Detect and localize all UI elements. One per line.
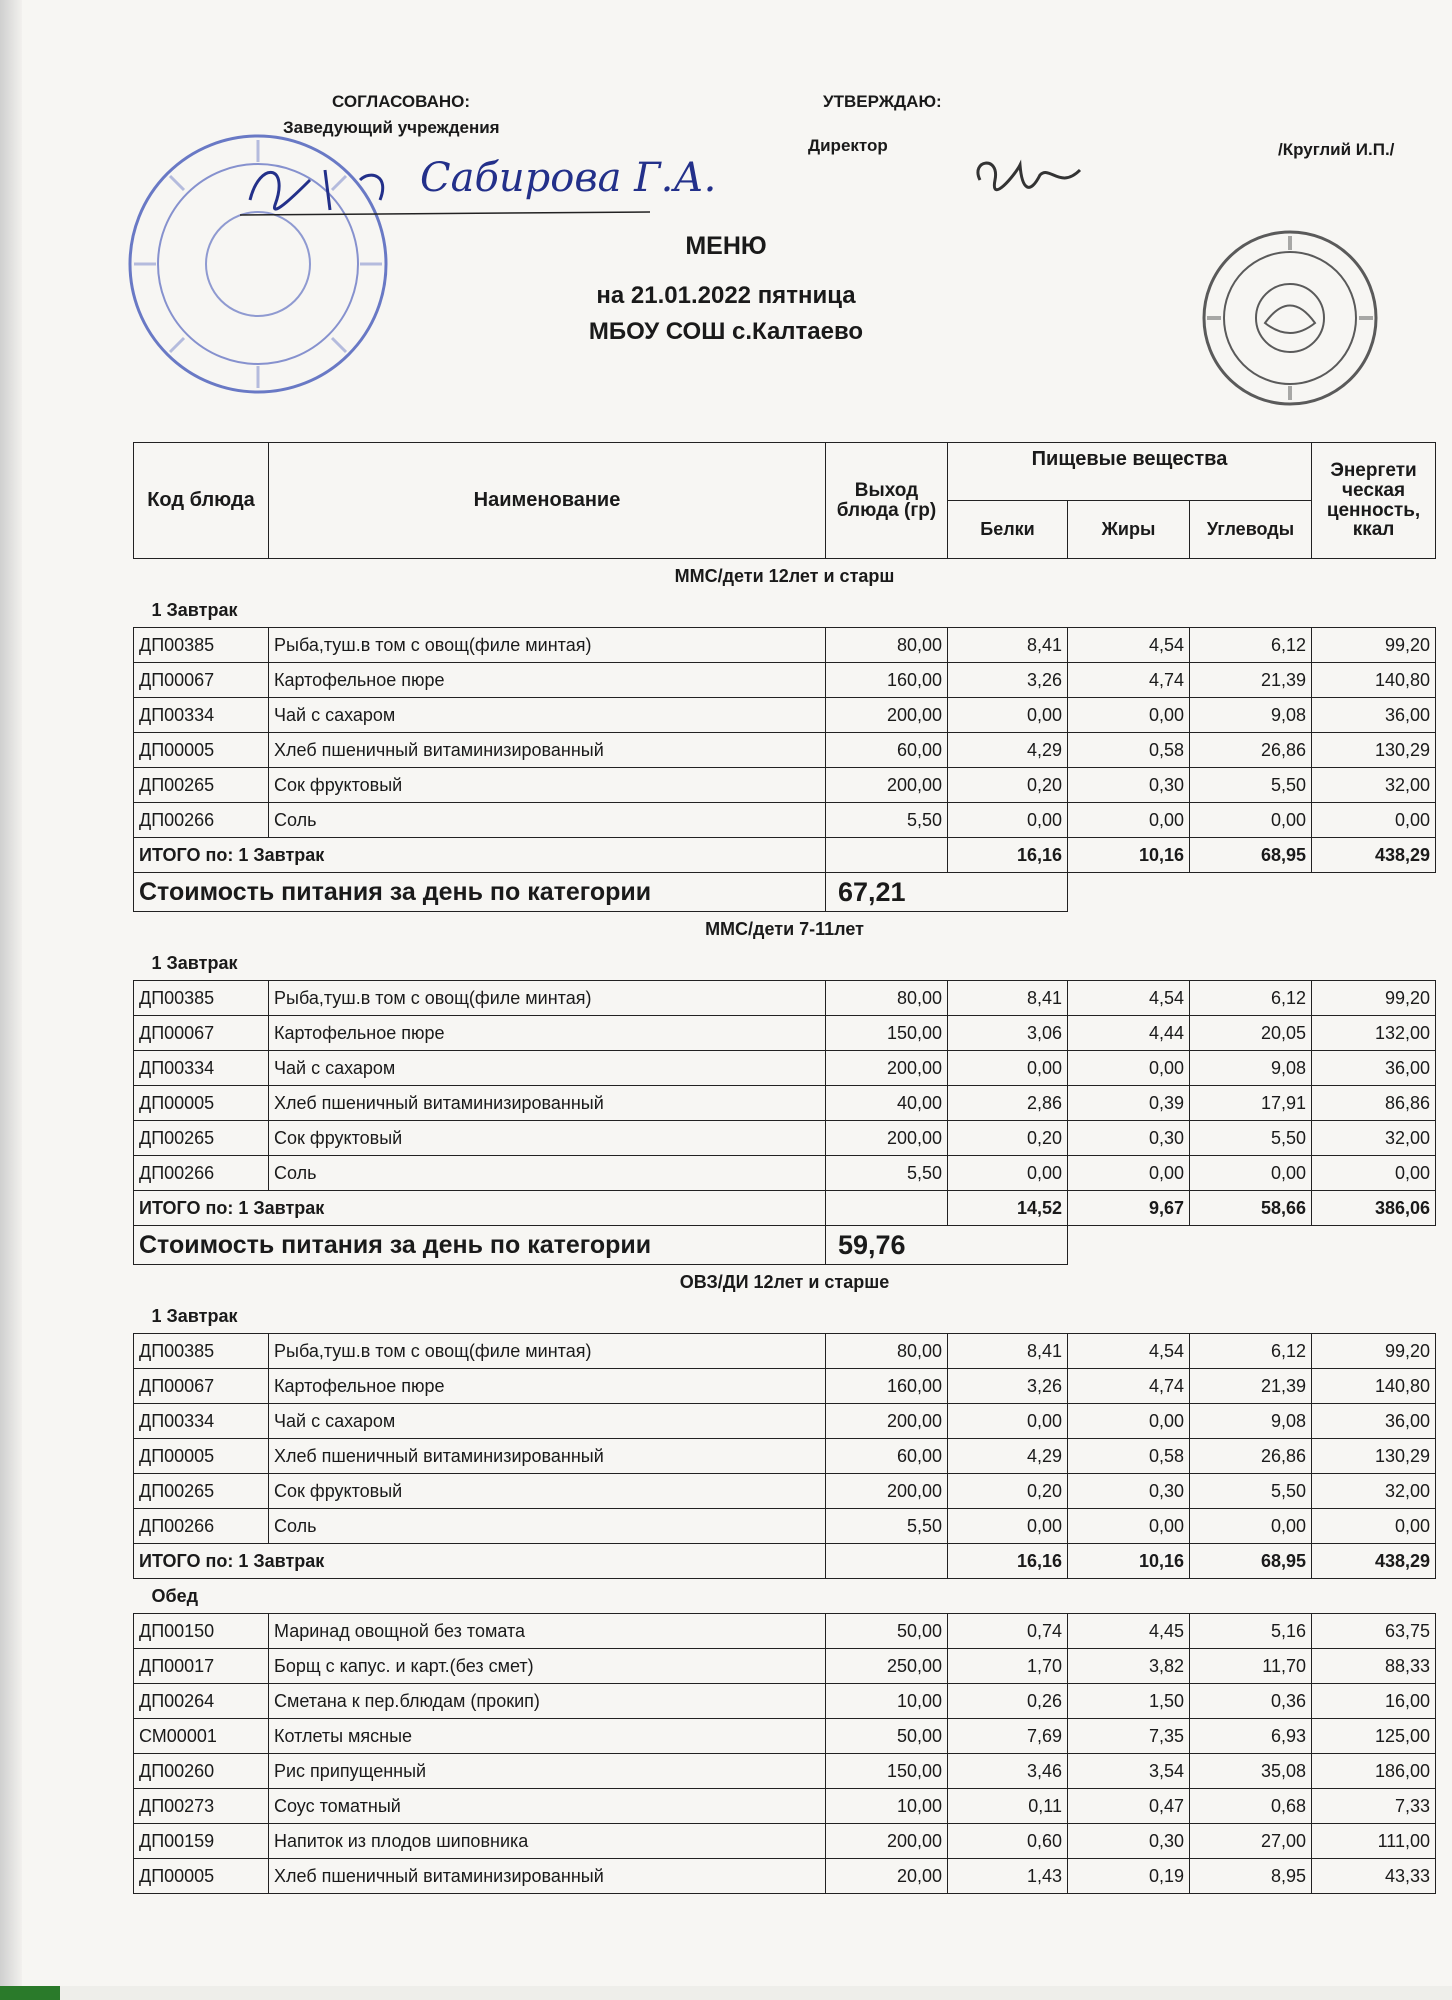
- table-cell: 3,26: [948, 663, 1068, 698]
- table-cell: 86,86: [1312, 1086, 1436, 1121]
- table-cell: 0,00: [1190, 1509, 1312, 1544]
- meal-title-text: 1 Завтрак: [151, 1305, 238, 1326]
- table-cell: 16,00: [1312, 1684, 1436, 1719]
- meal-title: [134, 593, 1436, 628]
- table-cell: 150,00: [826, 1016, 948, 1051]
- table-cell: 9,08: [1190, 1051, 1312, 1086]
- section-title-text: ММС/дети 7-11лет: [705, 918, 864, 939]
- table-cell: 88,33: [1312, 1649, 1436, 1684]
- table-row: [134, 1334, 1436, 1369]
- table-cell: 4,74: [1068, 663, 1190, 698]
- table-cell: Рыба,туш.в том с овощ(филе минтая): [269, 981, 826, 1016]
- total-cell: 10,16: [1068, 1544, 1190, 1579]
- table-cell: 0,00: [1068, 1509, 1190, 1544]
- table-cell: 200,00: [826, 1474, 948, 1509]
- table-cell: ДП00385: [134, 981, 269, 1016]
- meal-title: [134, 1299, 1436, 1334]
- table-cell: 130,29: [1312, 1439, 1436, 1474]
- table-cell: ДП00265: [134, 768, 269, 803]
- table-cell: 5,50: [826, 1156, 948, 1191]
- table-cell: 160,00: [826, 663, 948, 698]
- table-row: [134, 1439, 1436, 1474]
- table-cell: 0,00: [1190, 803, 1312, 838]
- meal-title: [134, 946, 1436, 981]
- table-cell: ДП00067: [134, 663, 269, 698]
- table-cell: 0,00: [948, 698, 1068, 733]
- table-row: [134, 733, 1436, 768]
- table-cell: 0,00: [1068, 1051, 1190, 1086]
- table-cell: 9,08: [1190, 698, 1312, 733]
- table-cell: 200,00: [826, 768, 948, 803]
- director-name: /Круглий И.П./: [1278, 140, 1395, 159]
- total-cell: 386,06: [1312, 1191, 1436, 1226]
- table-cell: 0,58: [1068, 1439, 1190, 1474]
- total-label: ИТОГО по: 1 Завтрак: [134, 1191, 826, 1226]
- table-cell: ДП00385: [134, 1334, 269, 1369]
- table-cell: Маринад овощной без томата: [269, 1614, 826, 1649]
- table-cell: 0,00: [1068, 803, 1190, 838]
- total-cell: [826, 1191, 948, 1226]
- table-cell: 0,39: [1068, 1086, 1190, 1121]
- meal-title-text: 1 Завтрак: [151, 952, 238, 973]
- table-row: [134, 1051, 1436, 1086]
- table-cell: 20,05: [1190, 1016, 1312, 1051]
- table-cell: 0,00: [948, 1156, 1068, 1191]
- table-cell: 11,70: [1190, 1649, 1312, 1684]
- col-yield: Выход блюда (гр): [826, 443, 948, 559]
- table-row: [134, 1614, 1436, 1649]
- table-cell: 0,30: [1068, 1824, 1190, 1859]
- table-cell: Хлеб пшеничный витаминизированный: [269, 1086, 826, 1121]
- table-cell: 0,11: [948, 1789, 1068, 1824]
- table-cell: 0,00: [948, 803, 1068, 838]
- col-fat: Жиры: [1068, 501, 1190, 559]
- table-row: [134, 768, 1436, 803]
- table-cell: 63,75: [1312, 1614, 1436, 1649]
- meal-title-text: Обед: [151, 1585, 199, 1606]
- table-cell: 32,00: [1312, 1121, 1436, 1156]
- table-cell: 1,43: [948, 1859, 1068, 1894]
- table-cell: ДП00005: [134, 1859, 269, 1894]
- total-cell: 14,52: [948, 1191, 1068, 1226]
- table-cell: 50,00: [826, 1719, 948, 1754]
- table-cell: 0,00: [948, 1404, 1068, 1439]
- table-cell: 0,00: [1068, 698, 1190, 733]
- table-cell: 5,50: [826, 803, 948, 838]
- table-cell: СМ00001: [134, 1719, 269, 1754]
- table-cell: ДП00067: [134, 1016, 269, 1051]
- table-cell: 0,30: [1068, 1474, 1190, 1509]
- table-cell: ДП00017: [134, 1649, 269, 1684]
- table-row: [134, 1016, 1436, 1051]
- table-cell: 4,74: [1068, 1369, 1190, 1404]
- table-cell: 130,29: [1312, 733, 1436, 768]
- section-title: [134, 912, 1436, 947]
- table-cell: 5,16: [1190, 1614, 1312, 1649]
- table-cell: 21,39: [1190, 1369, 1312, 1404]
- table-cell: 0,00: [1312, 1509, 1436, 1544]
- table-cell: 5,50: [1190, 1121, 1312, 1156]
- table-cell: 6,12: [1190, 981, 1312, 1016]
- table-cell: ДП00266: [134, 1156, 269, 1191]
- col-nutrients: Пищевые вещества: [948, 443, 1312, 501]
- meal-title: [134, 1579, 1436, 1614]
- table-row: [134, 628, 1436, 663]
- table-cell: 0,19: [1068, 1859, 1190, 1894]
- signature-director-icon: [960, 150, 1100, 220]
- table-cell: 35,08: [1190, 1754, 1312, 1789]
- table-cell: 0,47: [1068, 1789, 1190, 1824]
- table-cell: 0,26: [948, 1684, 1068, 1719]
- table-cell: 36,00: [1312, 698, 1436, 733]
- table-cell: 8,41: [948, 1334, 1068, 1369]
- table-cell: 0,36: [1190, 1684, 1312, 1719]
- table-cell: Хлеб пшеничный витаминизированный: [269, 1439, 826, 1474]
- total-row: [134, 838, 1436, 873]
- total-cell: [826, 1544, 948, 1579]
- table-cell: 4,45: [1068, 1614, 1190, 1649]
- table-cell: 160,00: [826, 1369, 948, 1404]
- table-cell: 186,00: [1312, 1754, 1436, 1789]
- table-row: [134, 1156, 1436, 1191]
- table-cell: 0,68: [1190, 1789, 1312, 1824]
- table-cell: ДП00273: [134, 1789, 269, 1824]
- table-cell: 111,00: [1312, 1824, 1436, 1859]
- table-cell: 140,80: [1312, 1369, 1436, 1404]
- table-cell: ДП00334: [134, 698, 269, 733]
- table-cell: 20,00: [826, 1859, 948, 1894]
- table-cell: 0,00: [1068, 1156, 1190, 1191]
- table-cell: 3,54: [1068, 1754, 1190, 1789]
- meal-title-text: 1 Завтрак: [151, 599, 238, 620]
- table-cell: 80,00: [826, 1334, 948, 1369]
- table-cell: ДП00005: [134, 1086, 269, 1121]
- table-row: [134, 1719, 1436, 1754]
- table-cell: 7,35: [1068, 1719, 1190, 1754]
- table-cell: 132,00: [1312, 1016, 1436, 1051]
- table-cell: 43,33: [1312, 1859, 1436, 1894]
- table-cell: Рыба,туш.в том с овощ(филе минтая): [269, 628, 826, 663]
- table-cell: 21,39: [1190, 663, 1312, 698]
- menu-date: на 21.01.2022 пятница: [596, 282, 856, 309]
- table-cell: Рис припущенный: [269, 1754, 826, 1789]
- scan-corner: [0, 1986, 60, 2000]
- cost-blank: [1068, 873, 1436, 912]
- table-cell: 50,00: [826, 1614, 948, 1649]
- table-cell: 0,00: [1068, 1404, 1190, 1439]
- table-cell: Чай с сахаром: [269, 1051, 826, 1086]
- table-cell: 0,20: [948, 1121, 1068, 1156]
- table-cell: 99,20: [1312, 1334, 1436, 1369]
- table-cell: 150,00: [826, 1754, 948, 1789]
- table-cell: 200,00: [826, 1121, 948, 1156]
- table-cell: Соль: [269, 1509, 826, 1544]
- table-cell: 3,06: [948, 1016, 1068, 1051]
- table-cell: 200,00: [826, 1404, 948, 1439]
- table-cell: 4,29: [948, 1439, 1068, 1474]
- table-cell: 6,12: [1190, 1334, 1312, 1369]
- table-cell: ДП00385: [134, 628, 269, 663]
- total-row: [134, 1191, 1436, 1226]
- table-cell: 80,00: [826, 628, 948, 663]
- table-cell: Картофельное пюре: [269, 663, 826, 698]
- table-cell: 36,00: [1312, 1404, 1436, 1439]
- table-cell: 4,54: [1068, 981, 1190, 1016]
- table-cell: 8,41: [948, 981, 1068, 1016]
- table-cell: Напиток из плодов шиповника: [269, 1824, 826, 1859]
- page-title: МЕНЮ: [685, 232, 767, 260]
- table-row: [134, 1509, 1436, 1544]
- table-cell: 0,00: [1312, 803, 1436, 838]
- table-cell: 17,91: [1190, 1086, 1312, 1121]
- table-cell: Картофельное пюре: [269, 1369, 826, 1404]
- table-cell: ДП00334: [134, 1051, 269, 1086]
- table-cell: 10,00: [826, 1684, 948, 1719]
- total-cell: 16,16: [948, 838, 1068, 873]
- total-cell: 438,29: [1312, 838, 1436, 873]
- total-cell: 10,16: [1068, 838, 1190, 873]
- table-cell: 4,44: [1068, 1016, 1190, 1051]
- table-cell: 27,00: [1190, 1824, 1312, 1859]
- total-cell: 16,16: [948, 1544, 1068, 1579]
- table-cell: 3,26: [948, 1369, 1068, 1404]
- director-label: Директор: [808, 136, 888, 155]
- section-title: [134, 559, 1436, 594]
- table-cell: 200,00: [826, 698, 948, 733]
- table-row: [134, 1474, 1436, 1509]
- cost-label: Стоимость питания за день по категории: [134, 1226, 826, 1265]
- menu-table-body: [134, 559, 1436, 1894]
- table-cell: 3,82: [1068, 1649, 1190, 1684]
- table-cell: 60,00: [826, 1439, 948, 1474]
- table-cell: Сок фруктовый: [269, 1121, 826, 1156]
- table-cell: 0,60: [948, 1824, 1068, 1859]
- table-cell: ДП00150: [134, 1614, 269, 1649]
- table-row: [134, 1086, 1436, 1121]
- table-cell: Сок фруктовый: [269, 768, 826, 803]
- table-row: [134, 1121, 1436, 1156]
- table-cell: Борщ с капус. и карт.(без смет): [269, 1649, 826, 1684]
- table-cell: Картофельное пюре: [269, 1016, 826, 1051]
- school-name: МБОУ СОШ с.Калтаево: [588, 318, 864, 345]
- table-cell: 4,54: [1068, 628, 1190, 663]
- table-cell: 80,00: [826, 981, 948, 1016]
- table-cell: ДП00265: [134, 1121, 269, 1156]
- table-cell: ДП00266: [134, 1509, 269, 1544]
- table-cell: 0,58: [1068, 733, 1190, 768]
- table-row: [134, 1824, 1436, 1859]
- table-cell: 140,80: [1312, 663, 1436, 698]
- section-title-text: ММС/дети 12лет и старш: [674, 565, 895, 586]
- table-row: [134, 663, 1436, 698]
- total-cell: 68,95: [1190, 1544, 1312, 1579]
- table-cell: 99,20: [1312, 628, 1436, 663]
- table-cell: 26,86: [1190, 1439, 1312, 1474]
- table-cell: 40,00: [826, 1086, 948, 1121]
- table-row: [134, 981, 1436, 1016]
- cost-value: 59,76: [826, 1226, 1068, 1265]
- table-cell: 0,20: [948, 768, 1068, 803]
- approve-label: УТВЕРЖДАЮ:: [823, 92, 942, 111]
- table-cell: 0,20: [948, 1474, 1068, 1509]
- table-cell: 1,50: [1068, 1684, 1190, 1719]
- total-cell: 58,66: [1190, 1191, 1312, 1226]
- col-name: Наименование: [269, 443, 826, 559]
- agreed-position: Заведующий учреждения: [283, 118, 500, 137]
- table-cell: 8,95: [1190, 1859, 1312, 1894]
- table-cell: 0,30: [1068, 768, 1190, 803]
- table-cell: 7,69: [948, 1719, 1068, 1754]
- agreed-label: СОГЛАСОВАНО:: [332, 92, 471, 111]
- col-protein: Белки: [948, 501, 1068, 559]
- table-cell: 26,86: [1190, 733, 1312, 768]
- table-cell: 32,00: [1312, 1474, 1436, 1509]
- table-cell: 5,50: [1190, 768, 1312, 803]
- table-cell: 4,29: [948, 733, 1068, 768]
- table-cell: 1,70: [948, 1649, 1068, 1684]
- section-title-text: ОВЗ/ДИ 12лет и старше: [679, 1271, 890, 1292]
- table-row: [134, 1789, 1436, 1824]
- total-label: ИТОГО по: 1 Завтрак: [134, 838, 826, 873]
- cost-row: [134, 873, 1436, 912]
- table-cell: 9,08: [1190, 1404, 1312, 1439]
- table-cell: Соль: [269, 803, 826, 838]
- table-cell: 200,00: [826, 1824, 948, 1859]
- table-cell: 32,00: [1312, 768, 1436, 803]
- table-cell: 10,00: [826, 1789, 948, 1824]
- total-cell: [826, 838, 948, 873]
- table-cell: 0,00: [1312, 1156, 1436, 1191]
- table-cell: 99,20: [1312, 981, 1436, 1016]
- table-cell: Сметана к пер.блюдам (прокип): [269, 1684, 826, 1719]
- section-title: [134, 1265, 1436, 1300]
- table-row: [134, 1404, 1436, 1439]
- table-cell: Соль: [269, 1156, 826, 1191]
- table-cell: ДП00005: [134, 1439, 269, 1474]
- table-cell: 5,50: [826, 1509, 948, 1544]
- cost-row: [134, 1226, 1436, 1265]
- table-cell: Чай с сахаром: [269, 1404, 826, 1439]
- table-cell: 0,00: [948, 1509, 1068, 1544]
- table-cell: 3,46: [948, 1754, 1068, 1789]
- cost-value: 67,21: [826, 873, 1068, 912]
- table-cell: Хлеб пшеничный витаминизированный: [269, 1859, 826, 1894]
- table-cell: ДП00159: [134, 1824, 269, 1859]
- cost-blank: [1068, 1226, 1436, 1265]
- signature-name: Сабирова Г.А.: [420, 155, 717, 201]
- total-label: ИТОГО по: 1 Завтрак: [134, 1544, 826, 1579]
- table-cell: 250,00: [826, 1649, 948, 1684]
- table-cell: 36,00: [1312, 1051, 1436, 1086]
- total-cell: 438,29: [1312, 1544, 1436, 1579]
- col-energy: Энергети ческая ценность, ккал: [1312, 443, 1436, 559]
- table-cell: 125,00: [1312, 1719, 1436, 1754]
- table-cell: 4,54: [1068, 1334, 1190, 1369]
- cost-label: Стоимость питания за день по категории: [134, 873, 826, 912]
- table-cell: ДП00265: [134, 1474, 269, 1509]
- table-cell: 2,86: [948, 1086, 1068, 1121]
- col-code: Код блюда: [134, 443, 269, 559]
- table-cell: 0,00: [1190, 1156, 1312, 1191]
- table-cell: Рыба,туш.в том с овощ(филе минтая): [269, 1334, 826, 1369]
- table-cell: 0,00: [948, 1051, 1068, 1086]
- table-cell: Соус томатный: [269, 1789, 826, 1824]
- table-cell: 7,33: [1312, 1789, 1436, 1824]
- table-cell: 6,93: [1190, 1719, 1312, 1754]
- table-cell: 8,41: [948, 628, 1068, 663]
- table-row: [134, 1754, 1436, 1789]
- table-row: [134, 1369, 1436, 1404]
- table-cell: 0,74: [948, 1614, 1068, 1649]
- total-row: [134, 1544, 1436, 1579]
- table-cell: ДП00334: [134, 1404, 269, 1439]
- table-row: [134, 698, 1436, 733]
- total-cell: 68,95: [1190, 838, 1312, 873]
- menu-table: [133, 442, 1436, 1894]
- table-cell: 200,00: [826, 1051, 948, 1086]
- col-carbs: Углеводы: [1190, 501, 1312, 559]
- table-cell: Котлеты мясные: [269, 1719, 826, 1754]
- table-row: [134, 803, 1436, 838]
- table-row: [134, 1684, 1436, 1719]
- table-cell: ДП00067: [134, 1369, 269, 1404]
- table-cell: ДП00005: [134, 733, 269, 768]
- table-row: [134, 1859, 1436, 1894]
- table-cell: Сок фруктовый: [269, 1474, 826, 1509]
- table-cell: Хлеб пшеничный витаминизированный: [269, 733, 826, 768]
- table-cell: 6,12: [1190, 628, 1312, 663]
- table-cell: ДП00266: [134, 803, 269, 838]
- table-cell: Чай с сахаром: [269, 698, 826, 733]
- table-cell: 5,50: [1190, 1474, 1312, 1509]
- table-cell: ДП00264: [134, 1684, 269, 1719]
- table-cell: ДП00260: [134, 1754, 269, 1789]
- table-cell: 60,00: [826, 733, 948, 768]
- total-cell: 9,67: [1068, 1191, 1190, 1226]
- table-cell: 0,30: [1068, 1121, 1190, 1156]
- scan-bottom-edge: [0, 1986, 1452, 2000]
- table-row: [134, 1649, 1436, 1684]
